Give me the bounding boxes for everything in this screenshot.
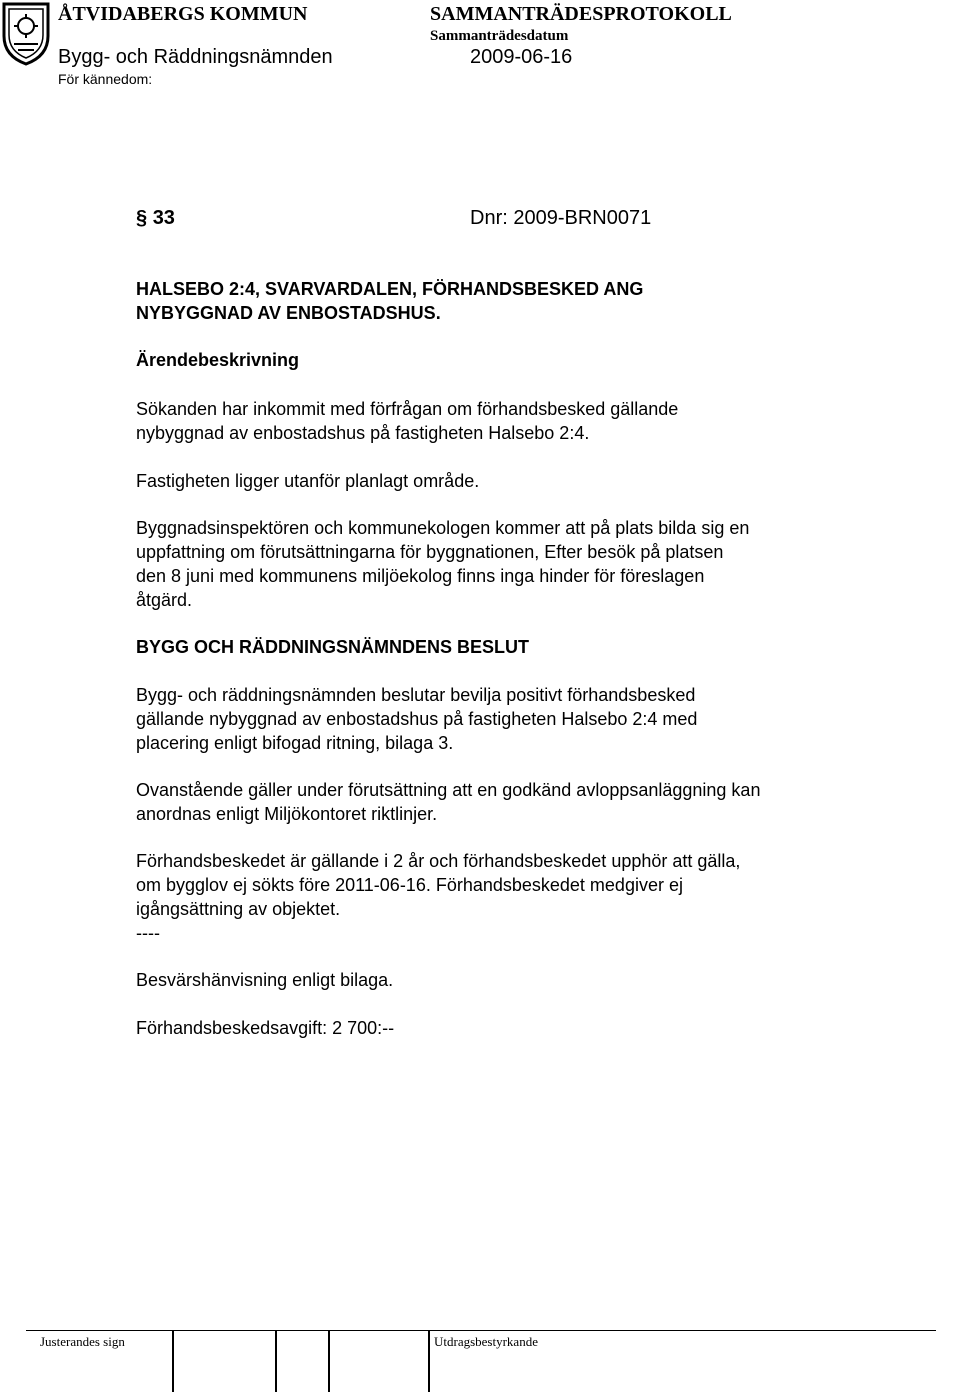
decision-p3-line2: om bygglov ej sökts före 2011-06-16. Förhandsbeskedet medgiver ej xyxy=(136,875,683,895)
description-p3-line4: åtgärd. xyxy=(136,590,193,610)
paragraph-number: § 33 xyxy=(136,207,175,229)
fee-line: Förhandsbeskedsavgift: 2 700:-- xyxy=(136,1018,395,1038)
decision-p2-line1: Ovanstående gäller under förutsättning att en godkänd avloppsanläggning kan xyxy=(136,780,761,800)
decision-p1-line1: Bygg- och räddningsnämnden beslutar bevilja positivt förhandsbesked xyxy=(136,685,696,705)
description-p3-line3: den 8 juni med kommunens miljöekolog finns inga hinder för föreslagen xyxy=(136,566,705,586)
case-title-line2: NYBYGGNAD AV ENBOSTADSHUS. xyxy=(136,303,441,323)
appeal-reference: Besvärshänvisning enligt bilaga. xyxy=(136,970,394,990)
signature-label: Justerandes sign xyxy=(40,1334,125,1349)
for-info-label: För kännedom: xyxy=(58,71,153,87)
signature-box-divider-1 xyxy=(172,1330,174,1392)
paragraph-number-value: 33 xyxy=(152,207,175,229)
decision-p1-line3: placering enligt bifogad ritning, bilaga 3. xyxy=(136,733,454,753)
decision-separator: ---- xyxy=(136,923,160,943)
description-p1-line1: Sökanden har inkommit med förfrågan om förhandsbesked gällande xyxy=(136,399,679,419)
decision-p1-line2: gällande nybyggnad av enbostadshus på fastigheten Halsebo 2:4 med xyxy=(136,709,698,729)
municipality-name: ÅTVIDABERGS KOMMUN xyxy=(58,3,308,25)
case-number: Dnr: 2009-BRN0071 xyxy=(470,207,652,229)
signature-box-divider-2 xyxy=(275,1330,277,1392)
description-p2: Fastigheten ligger utanför planlagt område. xyxy=(136,471,480,491)
signature-box-divider-4 xyxy=(428,1330,430,1392)
description-p1-line2: nybyggnad av enbostadshus på fastigheten Halsebo 2:4. xyxy=(136,423,590,443)
municipal-coat-of-arms-logo xyxy=(0,0,52,66)
decision-p3-line3: igångsättning av objektet. xyxy=(136,899,341,919)
meeting-date-label: Sammanträdesdatum xyxy=(430,28,569,44)
description-p3-line1: Byggnadsinspektören och kommunekologen kommer att på plats bilda sig en xyxy=(136,518,750,538)
description-heading: Ärendebeskrivning xyxy=(136,350,300,370)
certification-label: Utdragsbestyrkande xyxy=(434,1334,538,1349)
decision-p2-line2: anordnas enligt Miljökontoret riktlinjer. xyxy=(136,804,438,824)
footer-divider xyxy=(26,1330,936,1331)
case-title-line1: HALSEBO 2:4, SVARVARDALEN, FÖRHANDSBESKED ANG xyxy=(136,279,644,299)
committee-name: Bygg- och Räddningsnämnden xyxy=(58,46,333,68)
decision-heading: BYGG OCH RÄDDNINGSNÄMNDENS BESLUT xyxy=(136,637,530,657)
decision-p3-line1: Förhandsbeskedet är gällande i 2 år och förhandsbeskedet upphör att gälla, xyxy=(136,851,741,871)
signature-box-divider-3 xyxy=(328,1330,330,1392)
description-p3-line2: uppfattning om förutsättningarna för byggnationen, Efter besök på platsen xyxy=(136,542,724,562)
document-type: SAMMANTRÄDESPROTOKOLL xyxy=(430,3,732,25)
meeting-date: 2009-06-16 xyxy=(470,46,573,68)
